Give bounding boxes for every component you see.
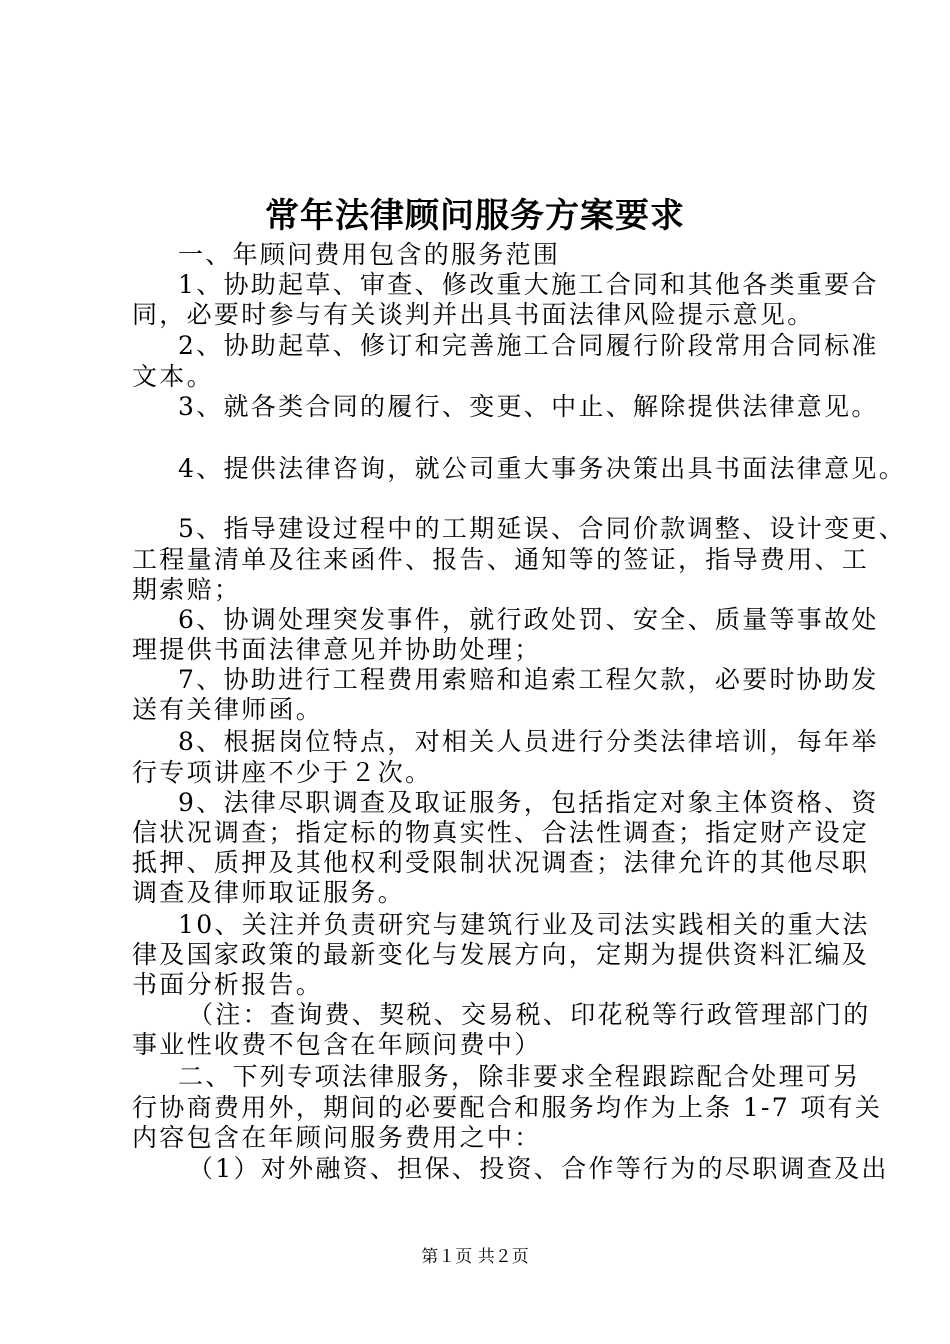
paragraph-line: 行协商费用外，期间的必要配合和服务均作为上条 1-7 项有关 xyxy=(132,1093,883,1122)
paragraph-line: 2、协助起草、修订和完善施工合同履行阶段常用合同标准 xyxy=(178,331,879,360)
paragraph-line: 行专项讲座不少于２次。 xyxy=(132,758,433,787)
paragraph-line: 5、指导建设过程中的工期延误、合同价款调整、设计变更、 xyxy=(178,514,907,543)
section-heading: 一、年顾问费用包含的服务范围 xyxy=(178,240,561,269)
paragraph-line: 10、关注并负责研究与建筑行业及司法实践相关的重大法 xyxy=(178,910,870,939)
paragraph-line: 3、就各类合同的履行、变更、中止、解除提供法律意见。 xyxy=(178,392,879,421)
paragraph-line: 4、提供法律咨询，就公司重大事务决策出具书面法律意见。 xyxy=(178,454,907,483)
section-heading: 二、下列专项法律服务，除非要求全程跟踪配合处理可另 xyxy=(178,1062,861,1091)
paragraph-line: 抵押、质押及其他权利受限制状况调查；法律允许的其他尽职 xyxy=(132,848,870,877)
paragraph-line: 理提供书面法律意见并协助处理； xyxy=(132,635,542,664)
paragraph-line: 文本。 xyxy=(132,362,214,391)
page-number: 第１页 共２页 xyxy=(421,1247,529,1267)
paragraph-line: 1、协助起草、审查、修改重大施工合同和其他各类重要合 xyxy=(178,270,879,299)
paragraph-line: 9、法律尽职调查及取证服务，包括指定对象主体资格、资 xyxy=(178,788,879,817)
paragraph-line: 8、根据岗位特点，对相关人员进行分类法律培训，每年举 xyxy=(178,727,879,756)
paragraph-line: 送有关律师函。 xyxy=(132,695,324,724)
paragraph-line: 调查及律师取证服务。 xyxy=(132,878,406,907)
paragraph-line: 信状况调查；指定标的物真实性、合法性调查；指定财产设定 xyxy=(132,818,870,847)
paragraph-line: 期索赔； xyxy=(132,575,242,604)
paragraph-line: 书面分析报告。 xyxy=(132,970,324,999)
note-line: 事业性收费不包含在年顾问费中） xyxy=(132,1030,542,1059)
paragraph-line: （1）对外融资、担保、投资、合作等行为的尽职调查及出 xyxy=(188,1154,889,1183)
paragraph-line: 律及国家政策的最新变化与发展方向，定期为提供资料汇编及 xyxy=(132,940,870,969)
paragraph-line: 同，必要时参与有关谈判并出具书面法律风险提示意见。 xyxy=(132,300,815,329)
note-line: （注：查询费、契税、交易税、印花税等行政管理部门的 xyxy=(188,1000,871,1029)
paragraph-line: 工程量清单及往来函件、报告、通知等的签证，指导费用、工 xyxy=(132,545,870,574)
paragraph-line: 6、协调处理突发事件，就行政处罚、安全、质量等事故处 xyxy=(178,605,879,634)
paragraph-line: 7、协助进行工程费用索赔和追索工程欠款，必要时协助发 xyxy=(178,665,879,694)
document-title: 常年法律顾问服务方案要求 xyxy=(265,196,685,236)
paragraph-line: 内容包含在年顾问服务费用之中： xyxy=(132,1123,542,1152)
